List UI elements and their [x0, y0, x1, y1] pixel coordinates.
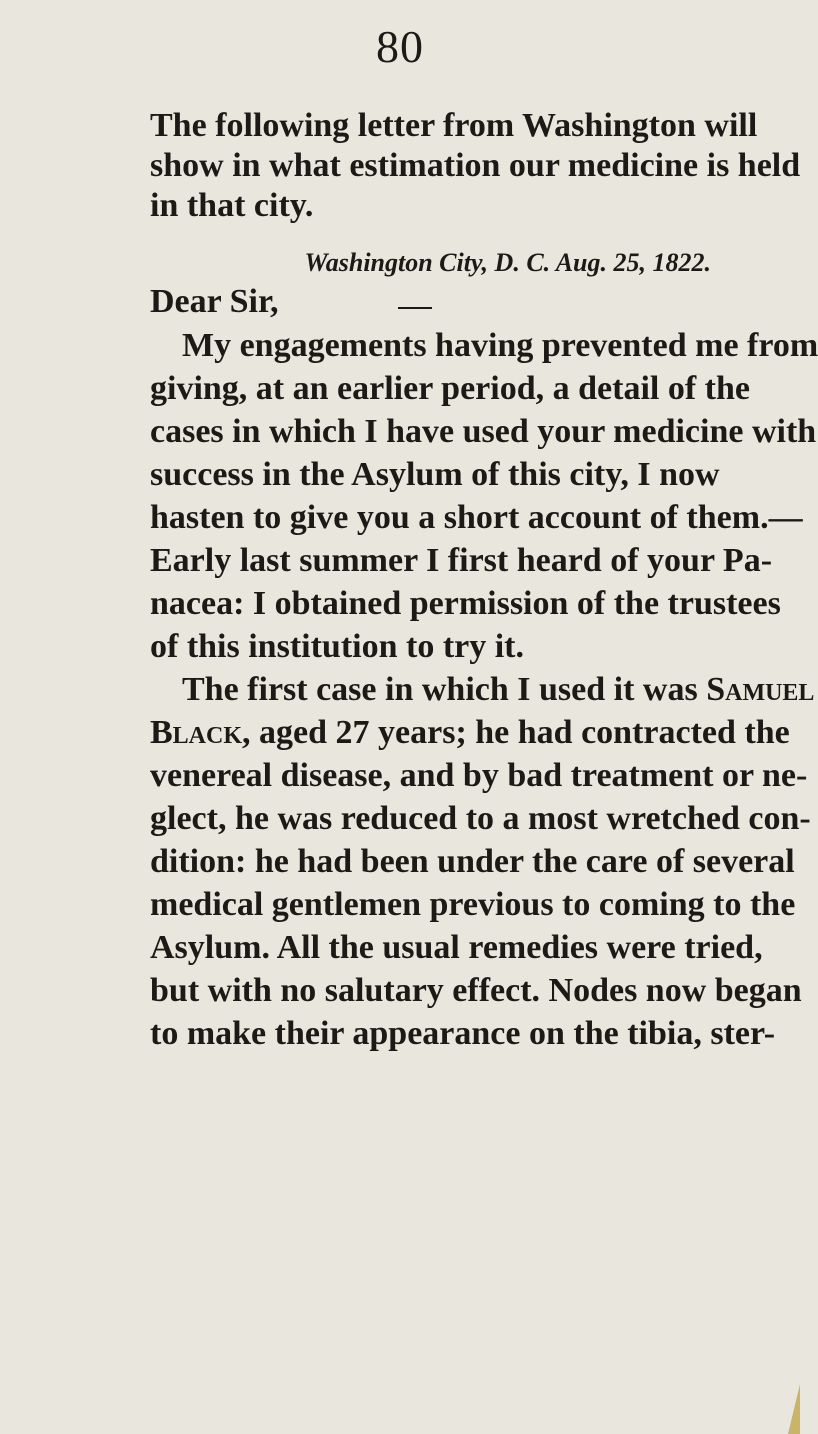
paragraph-2-line-9: to make their appearance on the tibia, ster-: [150, 1015, 776, 1052]
page-number: 80: [376, 21, 424, 72]
letter-salutation: Dear Sir,: [150, 283, 279, 320]
patient-first-name: Samuel: [706, 671, 815, 708]
body-line-1: My engagements having prevented me from: [182, 327, 818, 364]
body-line-3: cases in which I have used your medicine with: [150, 413, 817, 450]
section-rule: [398, 307, 432, 309]
letter-dateline: Washington City, D. C. Aug. 25, 1822.: [304, 248, 711, 277]
paragraph-2-prefix: The first case in which I used it was: [182, 671, 707, 708]
paragraph-2-line-6: medical gentlemen previous to coming to the: [150, 886, 796, 923]
paragraph-2-line-5: dition: he had been under the care of several: [150, 843, 795, 880]
paragraph-2-line-2-text: , aged 27 years; he had contracted the: [242, 714, 790, 751]
intro-line-2: show in what estimation our medicine is held: [150, 147, 801, 184]
paragraph-2-line-2: [150, 713, 790, 753]
paragraph-2-line-4: glect, he was reduced to a most wretched con-: [150, 800, 811, 837]
body-line-8: of this institution to try it.: [150, 628, 524, 665]
body-line-7: nacea: I obtained permission of the trustees: [150, 585, 781, 622]
body-line-6: Early last summer I first heard of your Pa-: [150, 542, 773, 579]
patient-last-name: Black: [150, 714, 243, 751]
paragraph-2-line-7: Asylum. All the usual remedies were tried,: [150, 929, 763, 966]
intro-line-3: in that city.: [150, 187, 314, 224]
paragraph-2-line-1: [182, 670, 815, 710]
paragraph-2-line-3: venereal disease, and by bad treatment or ne-: [150, 757, 808, 794]
intro-line-1: The following letter from Washington will: [150, 107, 758, 144]
body-line-5: hasten to give you a short account of them.—: [150, 499, 803, 536]
page-corner-tear: [788, 1384, 800, 1434]
body-line-2: giving, at an earlier period, a detail of the: [150, 370, 750, 407]
body-line-4: success in the Asylum of this city, I now: [150, 456, 720, 493]
paragraph-2-line-8: but with no salutary effect. Nodes now began: [150, 972, 802, 1009]
